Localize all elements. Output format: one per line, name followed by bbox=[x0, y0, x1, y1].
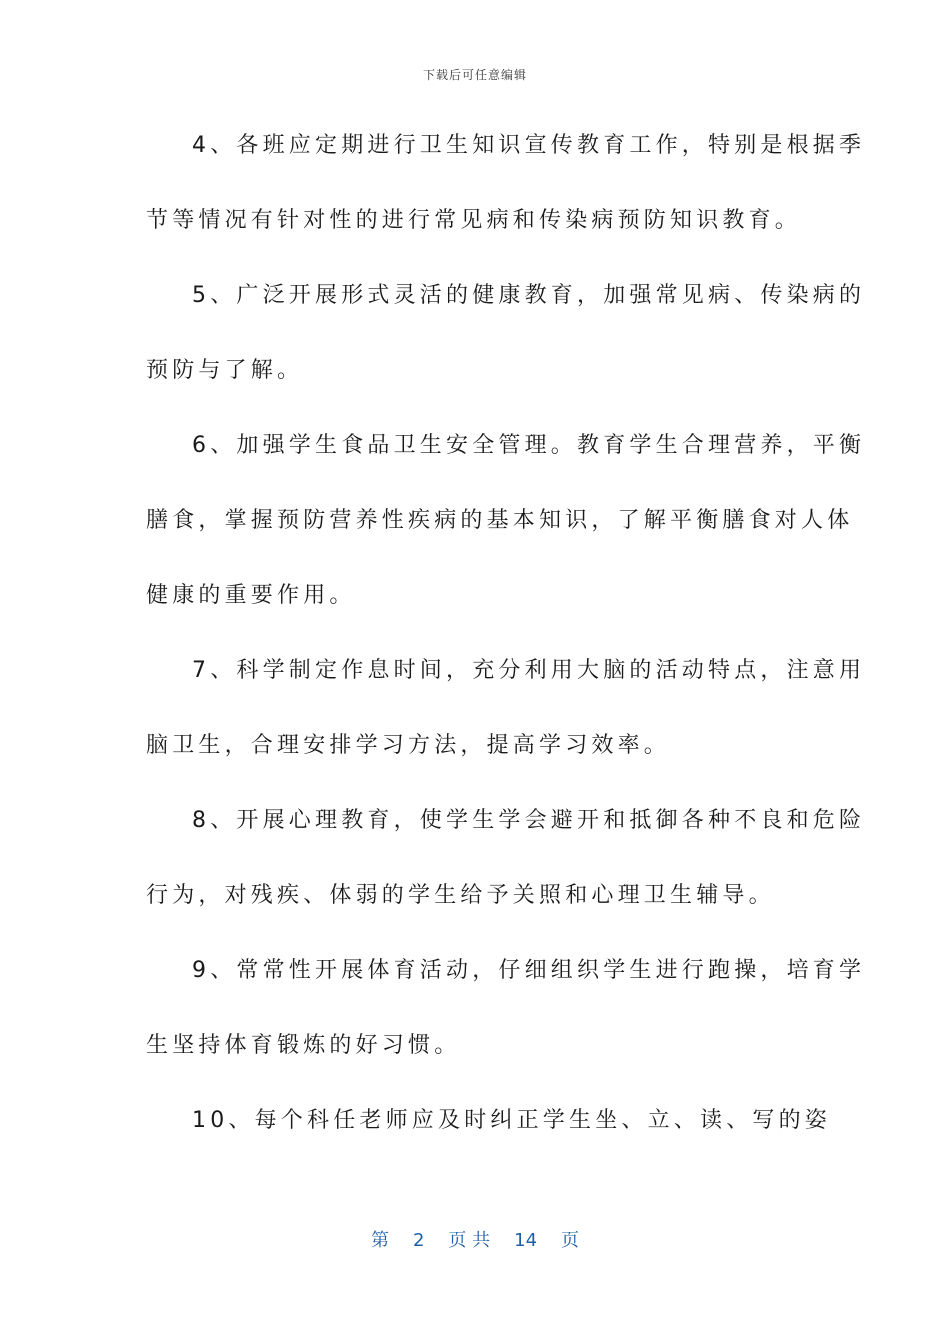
page-footer bbox=[0, 1226, 950, 1252]
text-line: 膳食，掌握预防营养性疾病的基本知识，了解平衡膳食对人体 bbox=[146, 508, 854, 533]
text-line: 预防与了解。 bbox=[146, 358, 304, 383]
text-line: 脑卫生，合理安排学习方法，提高学习效率。 bbox=[146, 733, 671, 758]
text-line: 5、广泛开展形式灵活的健康教育，加强常见病、传染病的 bbox=[192, 283, 866, 308]
text-line: 6、加强学生食品卫生安全管理。教育学生合理营养，平衡 bbox=[192, 433, 866, 458]
text-line: 生坚持体育锻炼的好习惯。 bbox=[146, 1033, 461, 1058]
document-body bbox=[146, 124, 866, 1174]
page-header: 下载后可任意编辑 bbox=[422, 68, 527, 82]
text-line: 节等情况有针对性的进行常见病和传染病预防知识教育。 bbox=[146, 208, 802, 233]
text-line: 4、各班应定期进行卫生知识宣传教育工作，特别是根据季 bbox=[192, 133, 866, 158]
text-line: 8、开展心理教育，使学生学会避开和抵御各种不良和危险 bbox=[192, 808, 866, 833]
page-label-suffix: 页 bbox=[561, 1230, 580, 1251]
page-label-prefix: 第 bbox=[370, 1230, 389, 1251]
text-line: 行为，对残疾、体弱的学生给予关照和心理卫生辅导。 bbox=[146, 883, 775, 908]
text-line: 9、常常性开展体育活动，仔细组织学生进行跑操，培育学 bbox=[192, 958, 866, 983]
text-line: 7、科学制定作息时间，充分利用大脑的活动特点，注意用 bbox=[192, 658, 866, 683]
page-total: 14 bbox=[514, 1230, 538, 1251]
page-label-mid: 页 共 bbox=[448, 1230, 491, 1251]
text-line: 10、每个科任老师应及时纠正学生坐、立、读、写的姿 bbox=[192, 1108, 831, 1133]
text-line: 健康的重要作用。 bbox=[146, 583, 356, 608]
page-current: 2 bbox=[412, 1230, 425, 1251]
